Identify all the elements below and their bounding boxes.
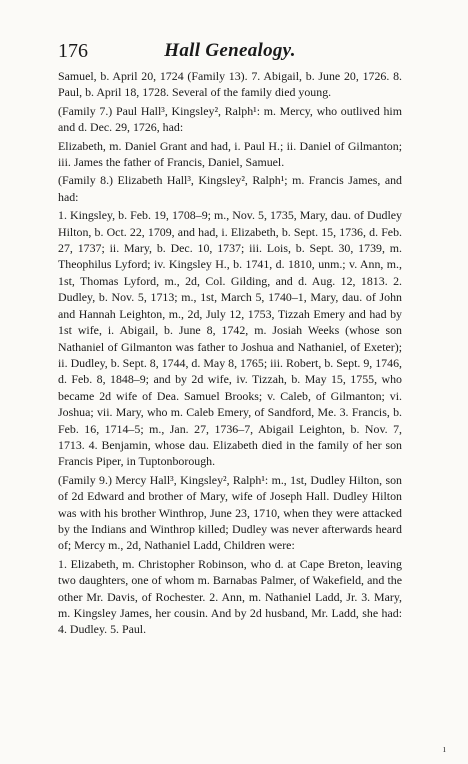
paragraph-continuation: Samuel, b. April 20, 1724 (Family 13). 7. Abigail, b. June 20, 1726. 8. Paul, b. April 18, 1728. Several of the family died young. <box>58 69 402 100</box>
paragraph-family-9: (Family 9.) Mercy Hall³, Kingsley², Ralph¹: m., 1st, Dudley Hilton, son of 2d Edward and brother of Mary, wife of Joseph Hall. Dudley Hilton was with his brother Winthrop, June 23, 1710, when they were attacked by the Indians and Winthrop killed; Dudley was never afterwards heard of; Mercy m., 2d, Nathaniel Ladd, Children were: <box>58 472 402 553</box>
paragraph-family-8: (Family 8.) Elizabeth Hall³, Kingsley², Ralph¹; m. Francis James, and had: <box>58 173 402 204</box>
corner-mark: ı <box>443 744 446 755</box>
running-title: Hall Genealogy. <box>164 40 296 61</box>
paragraph-family-7-children: Elizabeth, m. Daniel Grant and had, i. Paul H.; ii. Daniel of Gilmanton; iii. James the father of Francis, Daniel, Samuel. <box>58 138 402 170</box>
paragraph-family-9-children: 1. Elizabeth, m. Christopher Robinson, who d. at Cape Breton, leaving two daughters, one of whom m. Barnabas Palmer, of Wakefield, and the other Mr. Davis, of Rochester. 2. Ann, m. Nathaniel Ladd, Jr. 3. Mary, m. Kingsley James, her cousin. And by 2d husband, Mr. Ladd, she had: 4. Dudley. 5. Paul. <box>58 556 402 637</box>
page-number: 176 <box>58 40 88 62</box>
page-body <box>58 68 402 640</box>
page-header <box>58 36 402 66</box>
paragraph-family-8-children: 1. Kingsley, b. Feb. 19, 1708–9; m., Nov. 5, 1735, Mary, dau. of Dudley Hilton, b. Oct. 22, 1709, and had, i. Elizabeth, b. Sept. 15, 1736, d. Feb. 27, 1737; ii. Mary, b. Dec. 10, 1737; iii. Lois, b. Sept. 30, 1739, m. Theophilus Lyford; iv. Kingsley H., b. 1741, d. 1810, unm.; v. Ann, m., 1st, Thomas Lyford, m., 2d, Col. Gilding, and d. Aug. 12, 1813. 2. Dudley, b. Nov. 5, 1713; m., 1st, March 5, 1740–1, Mary, dau. of John and Hannah Leighton, m., 2d, July 12, 1753, Tizzah Emery and had by 1st wife, i. Abigail, b. June 8, 1742, m. Josiah Weeks (whose son Nathaniel of Gilmanton was father to Joshua and Nathaniel, of Exeter); ii. Dudley, b. Sept. 8, 1744, d. May 8, 1765; iii. Robert, b. Sept. 9, 1746, d. Feb. 8, 1848–9; and by 2d wife, iv. Tizzah, b. May 15, 1755, who became 2d wife of Dea. Samuel Brooks; v. Caleb, of Gilmanton; vi. Joshua; vii. Mary, who m. Caleb Emery, of Sandford, Me. 3. Francis, b. Feb. 16, 1714–5; m., Jan. 27, 1736–7, Abigail Leighton, b. Nov. 7, 1713. 4. Benjamin, whose dau. Elizabeth died in the family of her son Francis Piper, in Tuptonborough. <box>58 208 402 469</box>
paragraph-family-7: (Family 7.) Paul Hall³, Kingsley², Ralph¹: m. Mercy, who outlived him and d. Dec. 29, 1726, had: <box>58 103 402 135</box>
